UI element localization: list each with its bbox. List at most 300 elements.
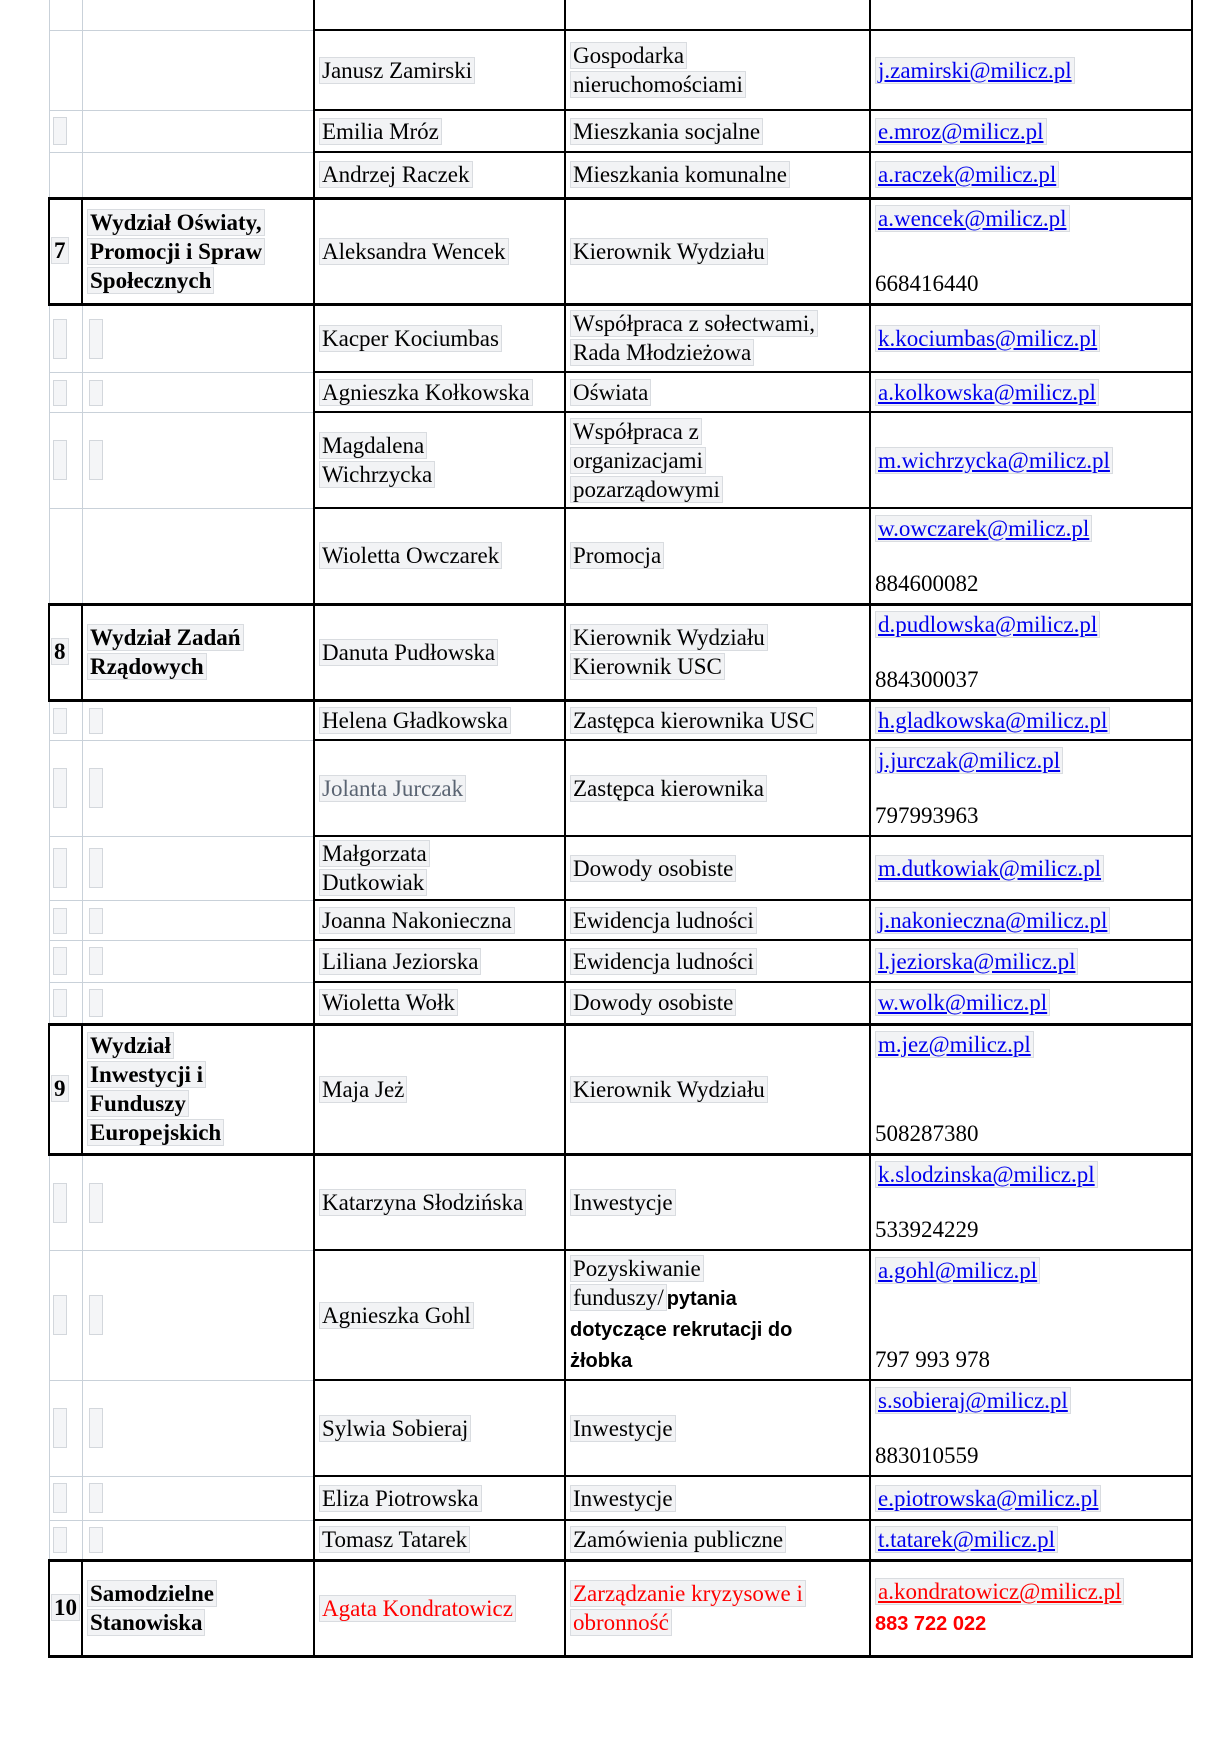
contact-cell <box>870 700 1192 740</box>
department-cell <box>82 0 314 30</box>
email-link[interactable]: w.wolk@milicz.pl <box>875 989 1050 1016</box>
department-cell <box>82 836 314 900</box>
department-cell <box>82 740 314 836</box>
person-name <box>319 431 560 460</box>
email-line <box>875 1577 1187 1606</box>
name-cell <box>314 836 565 900</box>
name-cell <box>314 372 565 412</box>
department-name <box>87 237 309 266</box>
email-link[interactable]: k.slodzinska@milicz.pl <box>875 1161 1098 1188</box>
phone-number: 883 722 022 <box>875 1613 987 1635</box>
table-row <box>49 304 1192 372</box>
form-field-placeholder[interactable] <box>53 319 67 359</box>
contact-cell <box>870 740 1192 836</box>
contact-cell <box>870 152 1192 198</box>
form-field-placeholder[interactable] <box>53 1408 67 1448</box>
shaded-text-field: Maja Jeż <box>319 1076 407 1103</box>
nr-cell <box>49 740 82 836</box>
form-field-placeholder[interactable] <box>89 947 103 975</box>
role-text <box>570 1314 865 1345</box>
email-line <box>875 1030 1187 1059</box>
form-field-placeholder[interactable] <box>89 989 103 1017</box>
role-text-bold: pytania <box>666 1288 737 1310</box>
name-cell <box>314 1024 565 1154</box>
name-cell <box>314 1560 565 1656</box>
form-field-placeholder[interactable] <box>53 1527 67 1553</box>
shaded-text-field: Dowody osobiste <box>570 855 736 882</box>
form-field-placeholder[interactable] <box>89 848 103 888</box>
email-link[interactable]: j.jurczak@milicz.pl <box>875 747 1063 774</box>
shaded-text-field: Wioletta Owczarek <box>319 542 502 569</box>
shaded-text-field: Funduszy <box>87 1090 189 1117</box>
shaded-text-field: Pozyskiwanie <box>570 1255 704 1282</box>
table-row <box>49 30 1192 110</box>
email-line <box>875 160 1187 189</box>
shaded-text-field: funduszy/ <box>570 1284 667 1311</box>
person-name <box>319 1525 560 1554</box>
role-text <box>570 623 865 652</box>
role-cell <box>565 412 870 508</box>
form-field-placeholder[interactable] <box>89 319 103 359</box>
table-row <box>49 1250 1192 1380</box>
role-text <box>570 338 865 367</box>
contact-cell <box>870 198 1192 304</box>
email-link[interactable]: m.wichrzycka@milicz.pl <box>875 447 1113 474</box>
shaded-text-field: Agnieszka Gohl <box>319 1302 474 1329</box>
shaded-text-field: Emilia Mróz <box>319 118 442 145</box>
contact-cell <box>870 0 1192 30</box>
nr-cell <box>49 198 82 304</box>
phone-number: 884600082 <box>875 570 979 596</box>
form-field-placeholder[interactable] <box>89 1527 103 1553</box>
role-text <box>570 475 865 504</box>
email-line <box>875 1386 1187 1415</box>
role-text <box>570 1345 865 1376</box>
contact-cell <box>870 1250 1192 1380</box>
shaded-text-field: Liliana Jeziorska <box>319 948 481 975</box>
email-link[interactable]: d.pudlowska@milicz.pl <box>875 611 1100 638</box>
person-name <box>319 947 560 976</box>
role-cell <box>565 110 870 152</box>
role-text <box>570 988 865 1017</box>
phone-number: 797993963 <box>875 803 979 828</box>
department-cell <box>82 1024 314 1154</box>
role-cell <box>565 740 870 836</box>
nr-cell <box>49 1024 82 1154</box>
nr-cell <box>49 508 82 604</box>
section-row <box>49 1024 1192 1154</box>
shaded-text-field: nieruchomościami <box>570 71 746 98</box>
name-cell <box>314 940 565 982</box>
person-name <box>319 56 560 85</box>
name-cell <box>314 982 565 1024</box>
department-name <box>87 208 309 237</box>
contact-cell <box>870 304 1192 372</box>
nr-cell <box>49 152 82 198</box>
person-name <box>319 706 560 735</box>
email-link[interactable]: a.wencek@milicz.pl <box>875 205 1070 232</box>
contact-stack <box>875 1158 1187 1246</box>
email-line <box>875 446 1187 475</box>
table-row <box>49 982 1192 1024</box>
email-link[interactable]: a.kolkowska@milicz.pl <box>875 379 1099 406</box>
person-name <box>319 638 560 667</box>
email-link[interactable]: s.sobieraj@milicz.pl <box>875 1387 1071 1414</box>
shaded-text-field: Gospodarka <box>570 42 687 69</box>
person-name <box>319 324 560 353</box>
form-field-placeholder[interactable] <box>89 1408 103 1448</box>
contact-stack <box>875 512 1187 600</box>
form-field-placeholder[interactable] <box>53 380 67 406</box>
department-cell <box>82 304 314 372</box>
form-field-placeholder[interactable] <box>89 908 103 934</box>
form-field-placeholder[interactable] <box>53 989 67 1017</box>
role-text <box>570 1075 865 1104</box>
shaded-text-field: Rada Młodzieżowa <box>570 339 754 366</box>
name-cell <box>314 412 565 508</box>
department-name <box>87 652 309 681</box>
section-number: 7 <box>51 237 69 264</box>
shaded-text-field: Mieszkania socjalne <box>570 118 763 145</box>
table-row <box>49 700 1192 740</box>
email-link[interactable]: m.jez@milicz.pl <box>875 1031 1034 1058</box>
form-field-placeholder[interactable] <box>53 908 67 934</box>
name-cell <box>314 508 565 604</box>
directory-table-body <box>49 0 1192 1656</box>
department-cell <box>82 1154 314 1250</box>
name-cell <box>314 198 565 304</box>
phone-number: 797 993 978 <box>875 1347 990 1372</box>
nr-cell <box>49 1520 82 1560</box>
name-cell <box>314 700 565 740</box>
role-cell <box>565 304 870 372</box>
form-field-placeholder[interactable] <box>53 117 67 145</box>
contact-stack <box>875 608 1187 696</box>
department-cell <box>82 372 314 412</box>
contact-stack <box>875 416 1187 504</box>
name-cell <box>314 110 565 152</box>
section-number: 10 <box>51 1594 80 1621</box>
person-name <box>319 1301 560 1330</box>
role-cell <box>565 198 870 304</box>
email-line <box>875 117 1187 146</box>
role-cell <box>565 372 870 412</box>
role-text <box>570 160 865 189</box>
contact-stack <box>875 1384 1187 1472</box>
form-field-placeholder[interactable] <box>53 708 67 734</box>
contact-stack <box>875 986 1187 1020</box>
email-link[interactable]: k.kociumbas@milicz.pl <box>875 325 1100 352</box>
shaded-text-field: Kierownik USC <box>570 653 725 680</box>
email-link[interactable]: l.jeziorska@milicz.pl <box>875 948 1078 975</box>
table-row <box>49 1380 1192 1476</box>
shaded-text-field: Janusz Zamirski <box>319 57 475 84</box>
email-line <box>875 854 1187 883</box>
shaded-text-field: Kierownik Wydziału <box>570 238 768 265</box>
email-link[interactable]: e.piotrowska@milicz.pl <box>875 1485 1101 1512</box>
email-link[interactable]: w.owczarek@milicz.pl <box>875 515 1092 542</box>
person-name <box>319 774 560 803</box>
form-field-placeholder[interactable] <box>89 768 103 808</box>
staff-directory-table <box>48 0 1193 1658</box>
shaded-text-field: Samodzielne <box>87 1580 217 1607</box>
role-text <box>570 1414 865 1443</box>
role-cell <box>565 508 870 604</box>
contact-cell <box>870 1380 1192 1476</box>
name-cell <box>314 1520 565 1560</box>
role-cell <box>565 604 870 700</box>
shaded-text-field: obronność <box>570 1609 672 1636</box>
email-line <box>875 947 1187 976</box>
shaded-text-field: Mieszkania komunalne <box>570 161 790 188</box>
role-cell <box>565 940 870 982</box>
department-cell <box>82 1380 314 1476</box>
email-line <box>875 1525 1187 1554</box>
form-field-placeholder[interactable] <box>89 440 103 480</box>
contact-stack <box>875 1254 1187 1376</box>
email-link[interactable]: m.dutkowiak@milicz.pl <box>875 855 1104 882</box>
department-name <box>87 1608 309 1637</box>
shaded-text-field: Rządowych <box>87 653 207 680</box>
email-link[interactable]: e.mroz@milicz.pl <box>875 118 1047 145</box>
contact-cell <box>870 508 1192 604</box>
role-text-bold: dotyczące rekrutacji do <box>570 1319 793 1341</box>
email-link[interactable]: a.gohl@milicz.pl <box>875 1257 1040 1284</box>
section-number: 8 <box>51 638 69 665</box>
department-name <box>87 623 309 652</box>
person-name <box>319 1414 560 1443</box>
contact-cell <box>870 372 1192 412</box>
role-cell <box>565 1024 870 1154</box>
role-cell <box>565 1560 870 1656</box>
section-row <box>49 198 1192 304</box>
role-cell <box>565 900 870 940</box>
nr-cell <box>49 412 82 508</box>
person-name <box>319 988 560 1017</box>
shaded-text-field: Wydział Zadań <box>87 624 244 651</box>
form-field-placeholder[interactable] <box>89 1183 103 1223</box>
shaded-text-field: Dowody osobiste <box>570 989 736 1016</box>
role-cell <box>565 1520 870 1560</box>
shaded-text-field: Europejskich <box>87 1119 224 1146</box>
shaded-text-field: organizacjami <box>570 447 706 474</box>
name-cell <box>314 0 565 30</box>
form-field-placeholder[interactable] <box>53 848 67 888</box>
email-link[interactable]: j.zamirski@milicz.pl <box>875 57 1075 84</box>
nr-cell <box>49 1560 82 1656</box>
role-cell <box>565 30 870 110</box>
contact-stack <box>875 1524 1187 1556</box>
table-row <box>49 110 1192 152</box>
nr-cell <box>49 0 82 30</box>
shaded-text-field: Jolanta Jurczak <box>319 775 466 802</box>
contact-stack <box>875 202 1187 300</box>
nr-cell <box>49 982 82 1024</box>
section-row <box>49 604 1192 700</box>
role-cell <box>565 982 870 1024</box>
role-cell <box>565 152 870 198</box>
department-cell <box>82 1250 314 1380</box>
contact-cell <box>870 110 1192 152</box>
person-name <box>319 1484 560 1513</box>
name-cell <box>314 304 565 372</box>
role-cell <box>565 0 870 30</box>
person-name <box>319 460 560 489</box>
nr-cell <box>49 1380 82 1476</box>
role-text <box>570 906 865 935</box>
nr-cell <box>49 1250 82 1380</box>
table-row <box>49 1154 1192 1250</box>
role-text <box>570 1579 865 1608</box>
department-cell <box>82 1476 314 1520</box>
table-row <box>49 940 1192 982</box>
department-cell <box>82 982 314 1024</box>
contact-stack <box>875 704 1187 736</box>
role-text <box>570 1608 865 1637</box>
contact-stack <box>875 34 1187 106</box>
email-line <box>875 324 1187 353</box>
department-name <box>87 1118 309 1147</box>
email-link[interactable]: a.raczek@milicz.pl <box>875 161 1059 188</box>
section-row <box>49 1560 1192 1656</box>
form-field-placeholder[interactable] <box>53 1295 67 1335</box>
contact-stack <box>875 944 1187 978</box>
shaded-text-field: Współpraca z sołectwami, <box>570 310 818 337</box>
shaded-text-field: Wydział <box>87 1032 174 1059</box>
role-text <box>570 774 865 803</box>
person-name <box>319 117 560 146</box>
person-name <box>319 1594 560 1623</box>
phone-number: 883010559 <box>875 1443 979 1468</box>
email-line <box>875 610 1187 639</box>
phone-number: 508287380 <box>875 1121 979 1146</box>
role-cell <box>565 1250 870 1380</box>
person-name <box>319 541 560 570</box>
name-cell <box>314 1476 565 1520</box>
table-row <box>49 1520 1192 1560</box>
shaded-text-field: Wioletta Wołk <box>319 989 458 1016</box>
table-row <box>49 836 1192 900</box>
shaded-text-field: Dutkowiak <box>319 869 427 896</box>
email-line <box>875 204 1187 233</box>
contact-cell <box>870 1024 1192 1154</box>
department-cell <box>82 604 314 700</box>
table-row <box>49 152 1192 198</box>
form-field-placeholder[interactable] <box>53 440 67 480</box>
email-link[interactable]: a.kondratowicz@milicz.pl <box>875 1578 1124 1605</box>
shaded-text-field: Ewidencja ludności <box>570 907 757 934</box>
role-text <box>570 854 865 883</box>
email-link[interactable]: t.tatarek@milicz.pl <box>875 1526 1058 1553</box>
shaded-text-field: Inwestycje <box>570 1189 676 1216</box>
shaded-text-field: Aleksandra Wencek <box>319 238 509 265</box>
shaded-text-field: Zastępca kierownika USC <box>570 707 817 734</box>
shaded-text-field: Magdalena <box>319 432 427 459</box>
contact-cell <box>870 604 1192 700</box>
role-text <box>570 652 865 681</box>
department-name <box>87 1031 309 1060</box>
form-field-placeholder[interactable] <box>89 1483 103 1513</box>
form-field-placeholder[interactable] <box>53 947 67 975</box>
nr-cell <box>49 940 82 982</box>
shaded-text-field: Zarządzanie kryzysowe i <box>570 1580 806 1607</box>
email-line <box>875 706 1187 735</box>
nr-cell <box>49 110 82 152</box>
department-cell <box>82 1560 314 1656</box>
department-cell <box>82 110 314 152</box>
contact-cell <box>870 1154 1192 1250</box>
name-cell <box>314 1380 565 1476</box>
person-name <box>319 839 560 868</box>
email-line <box>875 746 1187 775</box>
department-cell <box>82 412 314 508</box>
department-cell <box>82 152 314 198</box>
shaded-text-field: Tomasz Tatarek <box>319 1526 470 1553</box>
department-cell <box>82 700 314 740</box>
contact-cell <box>870 1560 1192 1656</box>
person-name <box>319 378 560 407</box>
email-link[interactable]: j.nakonieczna@milicz.pl <box>875 907 1110 934</box>
role-text <box>570 417 865 446</box>
form-field-placeholder[interactable] <box>53 1183 67 1223</box>
shaded-text-field: Katarzyna Słodzińska <box>319 1189 526 1216</box>
role-text-bold: żłobka <box>570 1350 633 1372</box>
contact-cell <box>870 30 1192 110</box>
email-line <box>875 988 1187 1017</box>
shaded-text-field: Ewidencja ludności <box>570 948 757 975</box>
department-cell <box>82 198 314 304</box>
form-field-placeholder[interactable] <box>53 1483 67 1513</box>
shaded-text-field: Eliza Piotrowska <box>319 1485 482 1512</box>
department-name <box>87 1060 309 1089</box>
role-text <box>570 41 865 70</box>
shaded-text-field: Agnieszka Kołkowska <box>319 379 533 406</box>
form-field-placeholder[interactable] <box>89 708 103 734</box>
email-line <box>875 56 1187 85</box>
role-cell <box>565 700 870 740</box>
contact-cell <box>870 982 1192 1024</box>
email-line <box>875 378 1187 407</box>
form-field-placeholder[interactable] <box>53 768 67 808</box>
person-name <box>319 868 560 897</box>
department-cell <box>82 30 314 110</box>
contact-cell <box>870 1476 1192 1520</box>
nr-cell <box>49 700 82 740</box>
role-text <box>570 706 865 735</box>
shaded-text-field: Współpraca z <box>570 418 702 445</box>
email-line <box>875 514 1187 543</box>
form-field-placeholder[interactable] <box>89 1295 103 1335</box>
shaded-text-field: Joanna Nakonieczna <box>319 907 515 934</box>
contact-stack <box>875 904 1187 936</box>
shaded-text-field: Oświata <box>570 379 651 406</box>
phone-number: 533924229 <box>875 1217 979 1243</box>
person-name <box>319 237 560 266</box>
email-link[interactable]: h.gladkowska@milicz.pl <box>875 707 1110 734</box>
nr-cell <box>49 836 82 900</box>
table-row <box>49 0 1192 30</box>
role-text <box>570 1188 865 1217</box>
table-row <box>49 900 1192 940</box>
shaded-text-field: Wydział Oświaty, <box>87 209 265 236</box>
shaded-text-field: Danuta Pudłowska <box>319 639 498 666</box>
form-field-placeholder[interactable] <box>89 380 103 406</box>
role-text <box>570 1525 865 1554</box>
contact-stack <box>875 308 1187 368</box>
phone-number: 884300037 <box>875 667 979 692</box>
email-line <box>875 1484 1187 1513</box>
department-cell <box>82 1520 314 1560</box>
